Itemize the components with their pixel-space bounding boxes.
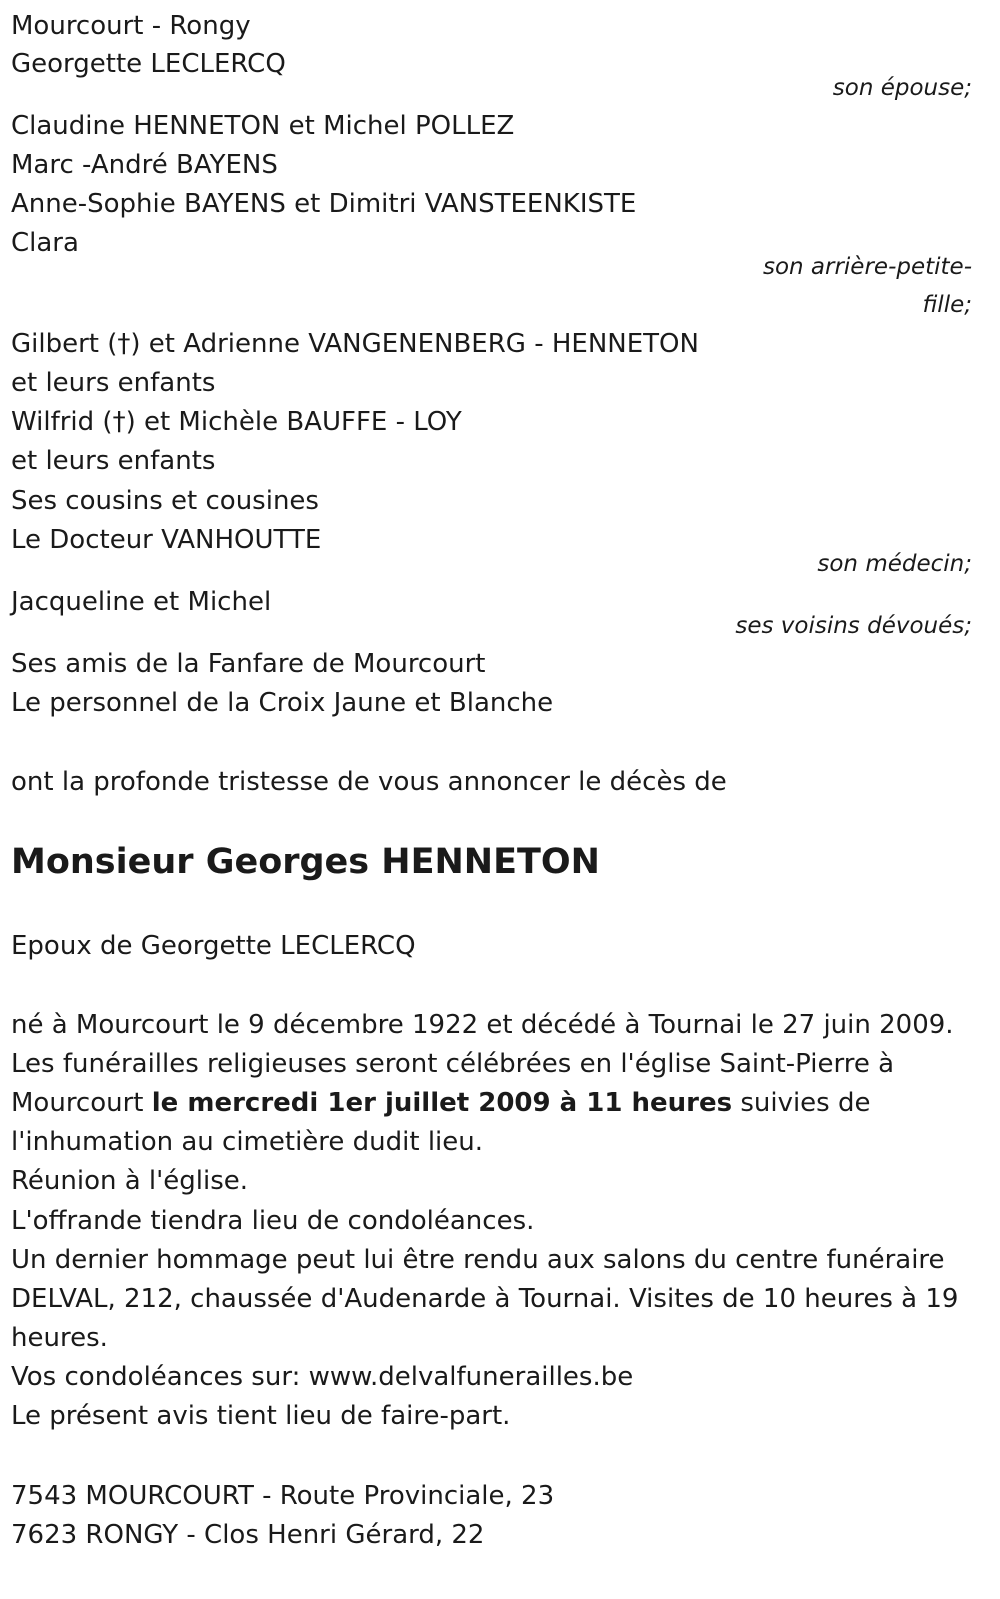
detail-line: né à Mourcourt le 9 décembre 1922 et décédé à Tournai le 27 juin 2009.: [11, 1010, 954, 1040]
family-line: Georgette LECLERCQ: [11, 49, 286, 79]
address-line: 7623 RONGY - Clos Henri Gérard, 22: [11, 1520, 485, 1550]
detail-line: l'inhumation au cimetière dudit lieu.: [11, 1127, 484, 1157]
relation-label: son épouse;: [832, 75, 972, 101]
detail-line: Le présent avis tient lieu de faire-part.: [11, 1401, 511, 1431]
family-line: Jacqueline et Michel: [11, 587, 272, 617]
ceremony-date: le mercredi 1er juillet 2009 à 11 heures: [151, 1088, 733, 1118]
detail-text: Mourcourt: [11, 1088, 152, 1118]
detail-text: suivies de: [732, 1088, 871, 1118]
family-line: et leurs enfants: [11, 368, 216, 398]
detail-line: Réunion à l'église.: [11, 1166, 249, 1196]
spouse-line: Epoux de Georgette LECLERCQ: [11, 931, 416, 961]
family-line: Ses cousins et cousines: [11, 486, 319, 516]
address-line: 7543 MOURCOURT - Route Provinciale, 23: [11, 1481, 555, 1511]
family-line: Ses amis de la Fanfare de Mourcourt: [11, 649, 486, 679]
relation-label: son médecin;: [817, 551, 972, 577]
family-line: Mourcourt - Rongy: [11, 11, 251, 41]
detail-line: L'offrande tiendra lieu de condoléances.: [11, 1206, 535, 1236]
relation-label: ses voisins dévoués;: [735, 613, 972, 639]
detail-line: Un dernier hommage peut lui être rendu aux salons du centre funéraire: [11, 1245, 945, 1275]
family-line: Clara: [11, 228, 79, 258]
condolences-link[interactable]: Vos condoléances sur: www.delvalfunerailles.be: [11, 1362, 634, 1392]
detail-line: DELVAL, 212, chaussée d'Audenarde à Tournai. Visites de 10 heures à 19: [11, 1284, 959, 1314]
relation-label: fille;: [922, 292, 972, 318]
deceased-name: Monsieur Georges HENNETON: [11, 842, 600, 882]
relation-label: son arrière-petite-: [762, 254, 972, 280]
family-line: Claudine HENNETON et Michel POLLEZ: [11, 111, 515, 141]
family-line: Anne-Sophie BAYENS et Dimitri VANSTEENKISTE: [11, 189, 637, 219]
detail-line: [11, 1085, 871, 1121]
family-line: et leurs enfants: [11, 446, 216, 476]
family-line: Le personnel de la Croix Jaune et Blanche: [11, 688, 554, 718]
family-line: Wilfrid (†) et Michèle BAUFFE - LOY: [11, 407, 462, 437]
detail-line: heures.: [11, 1323, 108, 1353]
announcement: ont la profonde tristesse de vous annoncer le décès de: [11, 767, 727, 797]
family-line: Marc -André BAYENS: [11, 150, 278, 180]
detail-line: Les funérailles religieuses seront célébrées en l'église Saint-Pierre à: [11, 1049, 895, 1079]
family-line: Le Docteur VANHOUTTE: [11, 525, 322, 555]
family-line: Gilbert (†) et Adrienne VANGENENBERG - HENNETON: [11, 329, 699, 359]
